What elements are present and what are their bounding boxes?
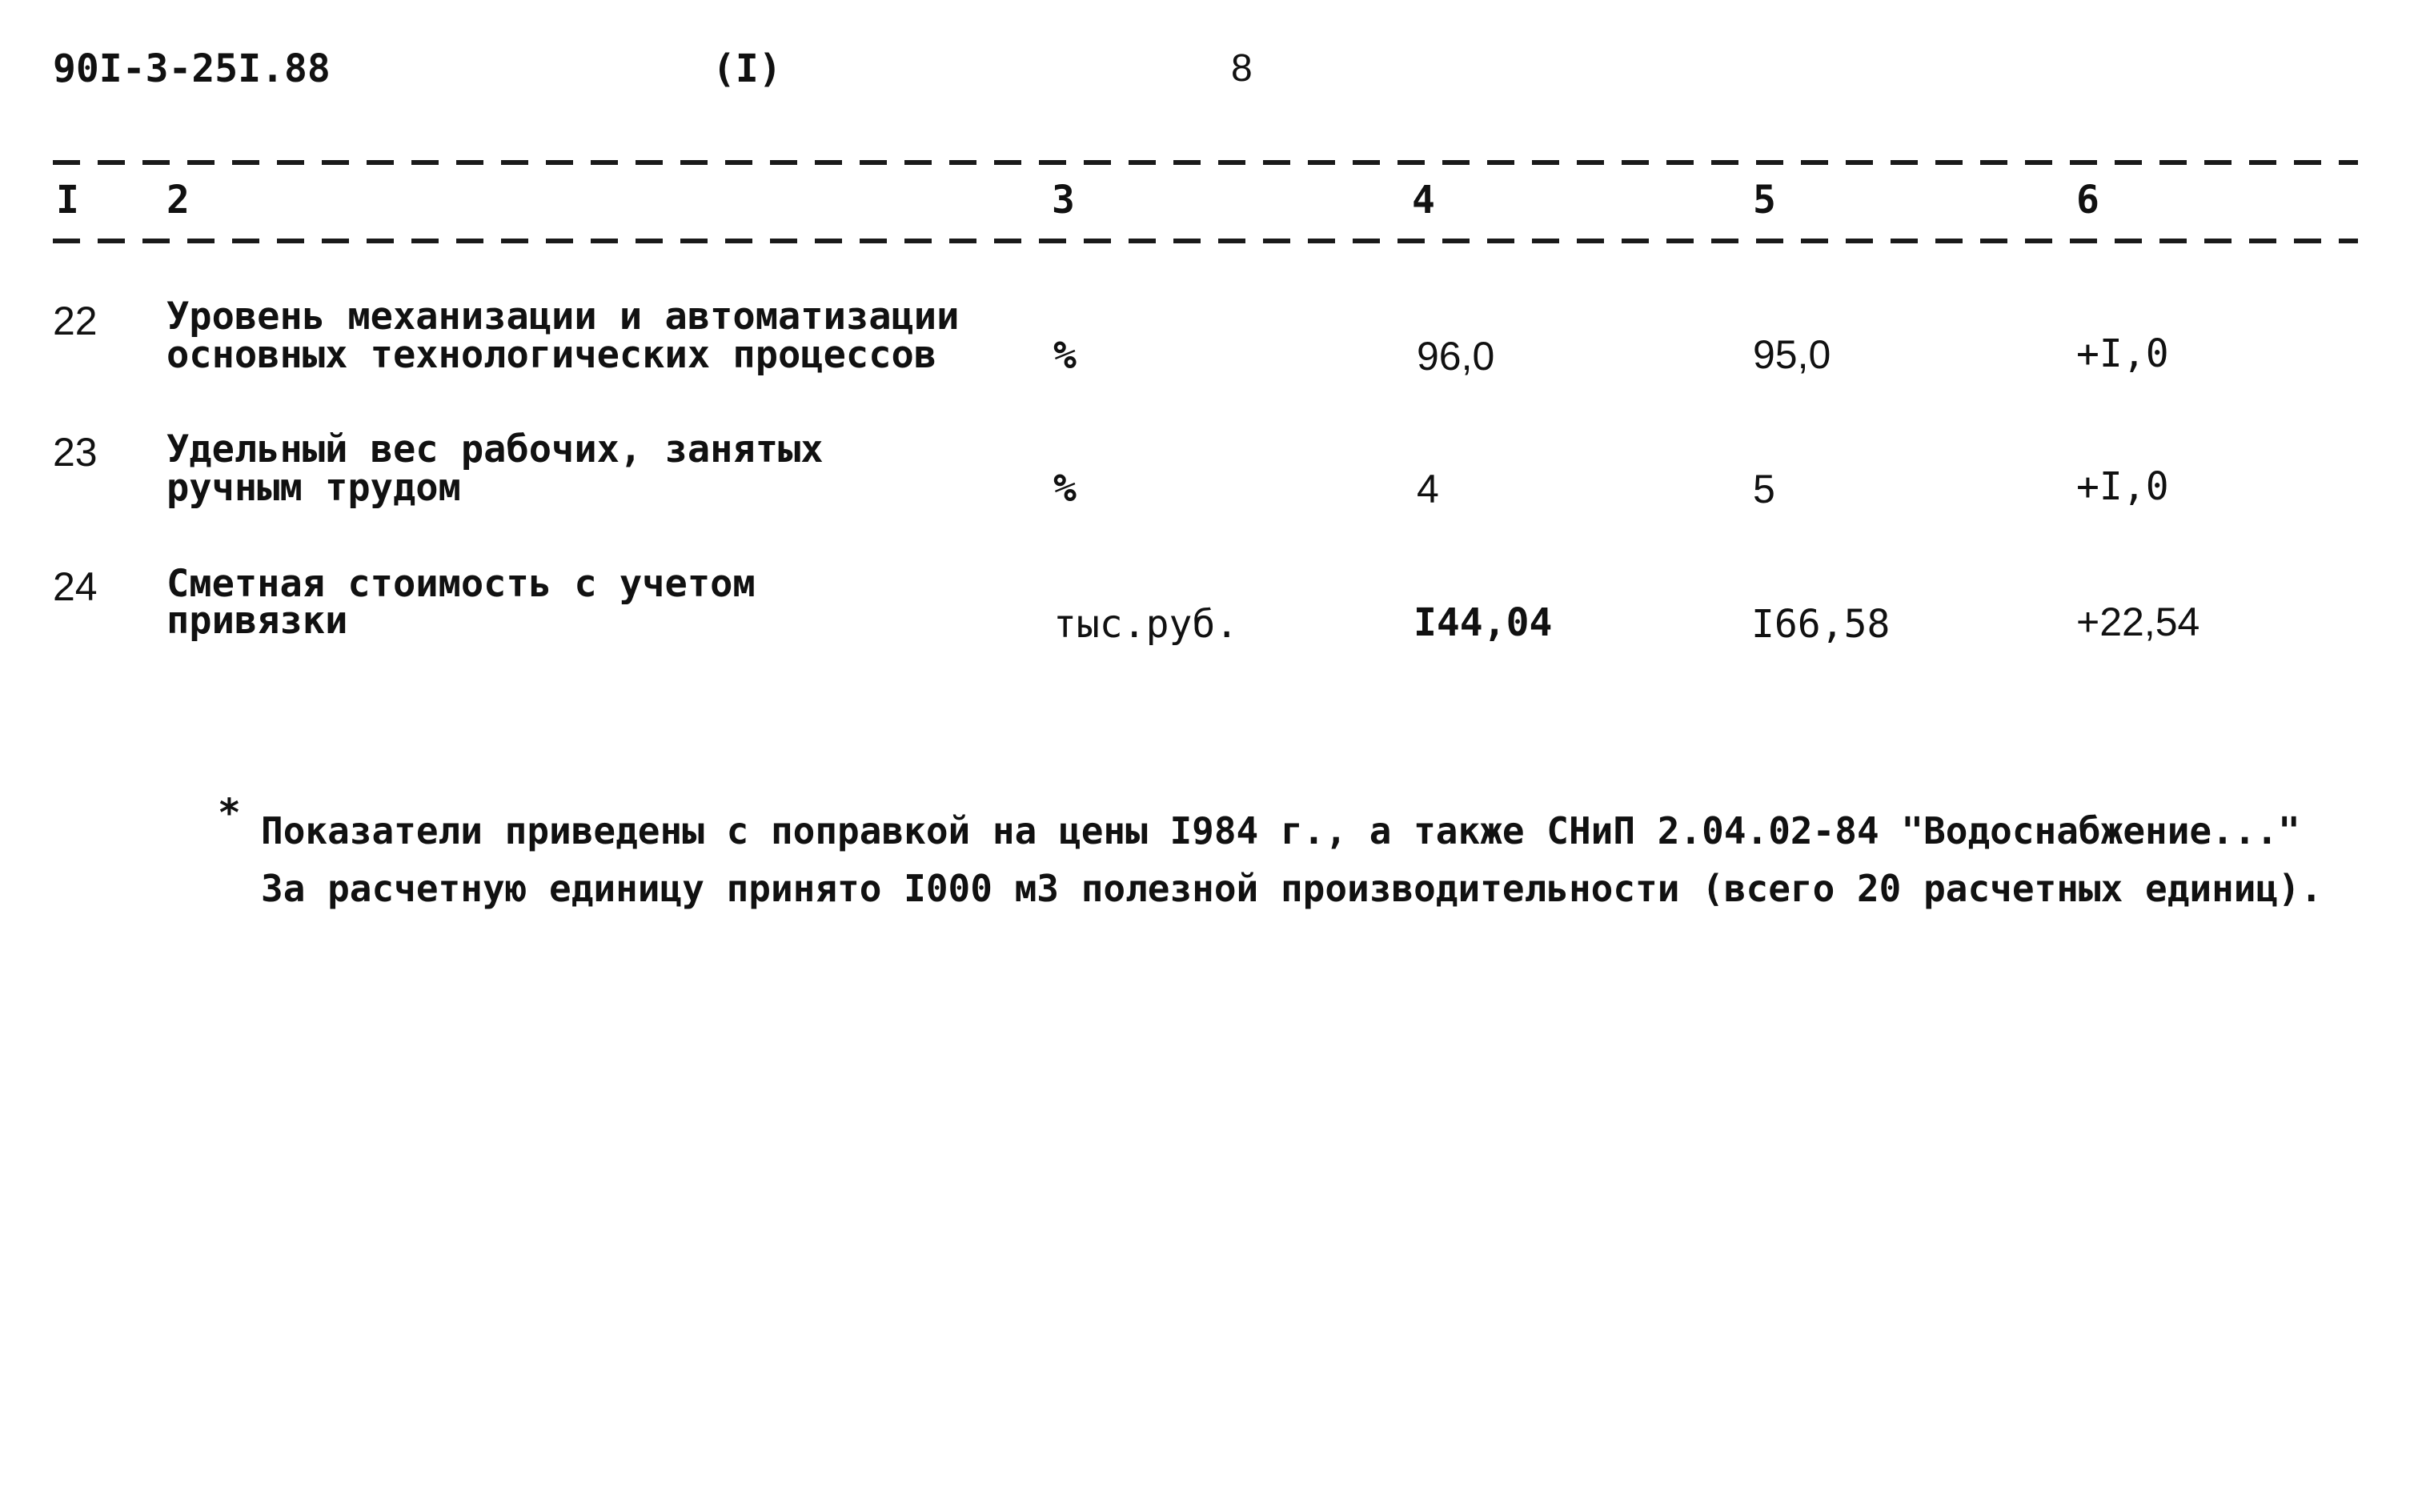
footnote-line1: Показатели приведены с поправкой на цены I984 г., а также СНиП 2.04.02-84 "Водоснабжение..." xyxy=(261,809,2300,852)
footnote-mark: * xyxy=(218,791,241,836)
row-value-col4: 96,0 xyxy=(1417,334,1495,379)
table-top-rule xyxy=(53,160,2358,165)
row-label-line2: привязки xyxy=(166,599,348,643)
row-value-col6: +22,54 xyxy=(2076,600,2200,644)
sheet-part: (I) xyxy=(712,46,782,91)
row-unit: тыс.руб. xyxy=(1053,602,1239,647)
row-label-line1: Удельный вес рабочих, занятых xyxy=(166,427,824,471)
row-value-col5: 95,0 xyxy=(1753,332,1831,377)
row-value-col4: I44,04 xyxy=(1414,600,1553,645)
row-number: 24 xyxy=(53,564,98,609)
page-number: 8 xyxy=(1231,47,1253,90)
row-value-col5: 5 xyxy=(1753,467,1775,511)
row-value-col4: 4 xyxy=(1417,467,1439,511)
column-header-2: 2 xyxy=(166,178,190,223)
row-label-line2: ручным трудом xyxy=(166,466,461,510)
footnote-line2: За расчетную единицу принято I000 м3 полезной производительности (всего 20 расчетных единиц). xyxy=(261,867,2323,910)
row-label-line1: Уровень механизации и автоматизации xyxy=(166,295,960,339)
row-unit: % xyxy=(1053,466,1077,511)
column-header-1: I xyxy=(56,178,79,223)
row-unit: % xyxy=(1053,333,1077,378)
row-label-line1: Сметная стоимость с учетом xyxy=(166,562,756,606)
column-header-5: 5 xyxy=(1753,178,1776,223)
row-number: 22 xyxy=(53,299,98,343)
row-value-col6: +I,0 xyxy=(2076,464,2169,509)
table-header-rule xyxy=(53,239,2358,243)
column-header-3: 3 xyxy=(1052,178,1075,223)
row-value-col6: +I,0 xyxy=(2076,331,2169,376)
column-header-4: 4 xyxy=(1412,178,1435,223)
row-value-col5: I66,58 xyxy=(1751,602,1891,647)
column-header-6: 6 xyxy=(2076,178,2099,223)
row-label-line2: основных технологических процессов xyxy=(166,333,937,377)
row-number: 23 xyxy=(53,430,98,475)
document-code: 90I-3-25I.88 xyxy=(53,46,331,91)
